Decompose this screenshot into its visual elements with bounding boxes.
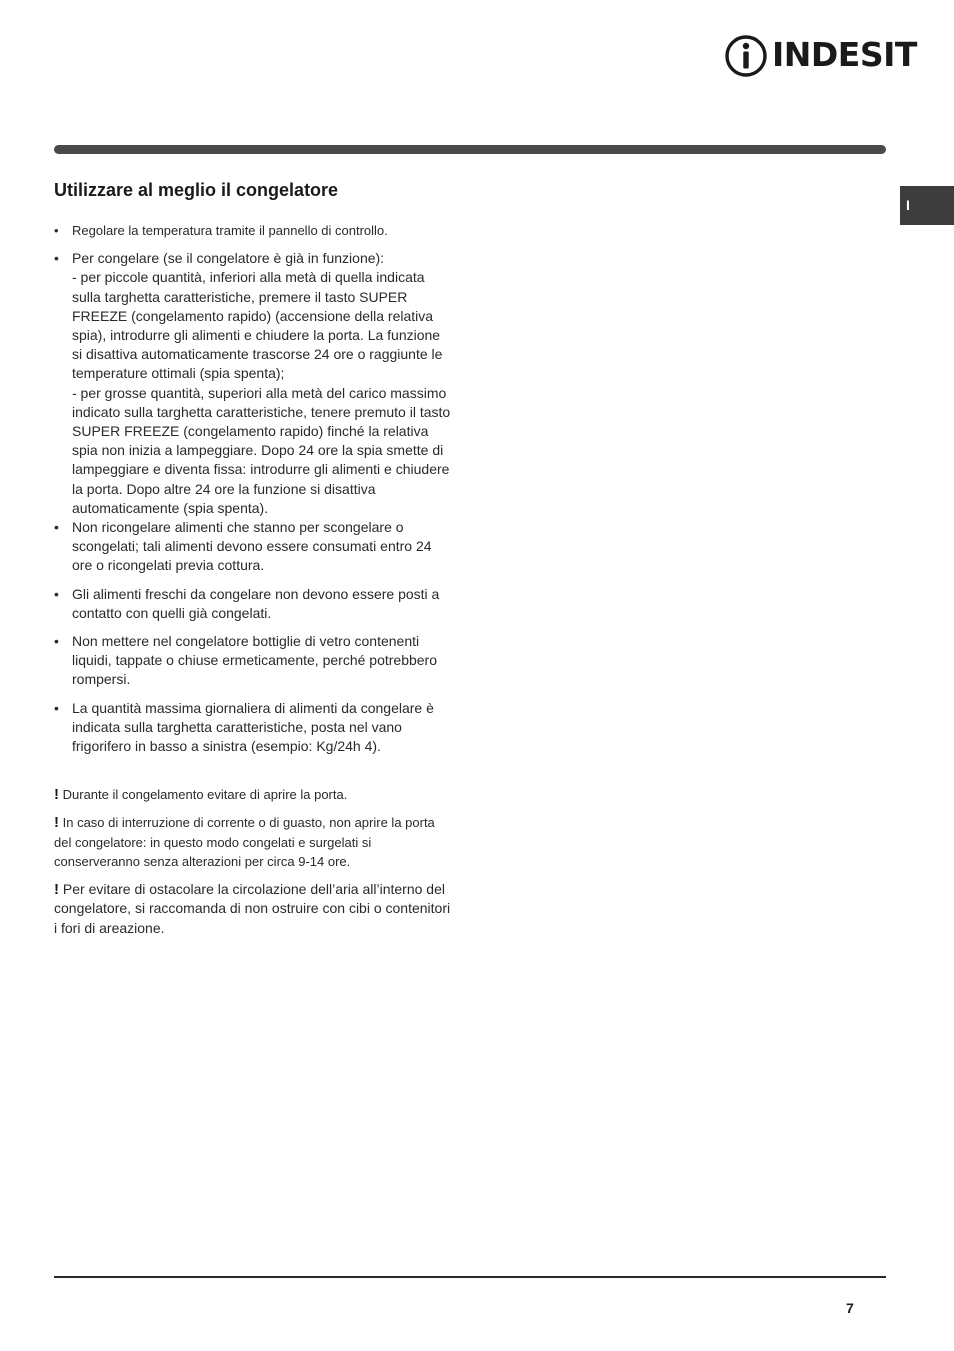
brand-wordmark: INDESIT <box>772 35 917 74</box>
exclamation-icon: ! <box>54 814 59 832</box>
warning-note-text: In caso di interruzione di corrente o di guasto, non aprire la porta del congelatore: in questo modo congelati e surgelati si conserveranno senza alterazioni per circa 9-14 ore. <box>54 815 435 869</box>
list-item: • Per congelare (se il congelatore è già in funzione): - per piccole quantità, inferiori alla metà di quella indicata sulla targhetta caratteristiche, premere il tasto SUPER FREEZE (congelamento rapido) (accensione della relativa spia), introdurre gli alimenti e chiudere la porta. La funzione si disattiva automaticamente trascorse 24 ore o raggiunte le temperature ottimali (spia spenta); - per grosse quantità, superiori alla metà del carico massimo indicato sulla targhetta caratteristiche, tenere premuto il tasto SUPER FREEZE (congelamento rapido) finché la relativa spia non inizia a lampeggiare. Dopo 24 ore la spia smette di lampeggiare e diventa fissa: introdurre gli alimenti e chiudere la porta. Dopo altre 24 ore la funzione si disattiva automaticamente (spia spenta). <box>54 249 454 518</box>
header-divider <box>54 145 886 154</box>
list-item: • Non mettere nel congelatore bottiglie di vetro contenenti liquidi, tappate o chiuse ermeticamente, perché potrebbero rompersi. <box>54 632 454 690</box>
info-circle-icon <box>724 34 768 78</box>
list-item: • Gli alimenti freschi da congelare non devono essere posti a contatto con quelli già congelati. <box>54 585 454 623</box>
brand-logo <box>724 34 917 78</box>
exclamation-icon: ! <box>54 786 59 804</box>
list-item: • Non ricongelare alimenti che stanno per scongelare o scongelati; tali alimenti devono essere consumati entro 24 ore o ricongelati previa cottura. <box>54 518 454 576</box>
footer-divider <box>54 1276 886 1278</box>
warning-note-text: Durante il congelamento evitare di aprire la porta. <box>62 787 348 803</box>
warning-note <box>54 880 454 938</box>
page-number: 7 <box>846 1300 854 1316</box>
warning-note-text: Per evitare di ostacolare la circolazione dell’aria all’interno del congelatore, si raccomanda di non ostruire con cibi o contenitori i fori di areazione. <box>54 881 451 936</box>
warning-note <box>54 813 454 871</box>
list-item: • Regolare la temperatura tramite il pannello di controllo. <box>54 221 454 240</box>
warning-note <box>54 785 454 804</box>
list-item: • La quantità massima giornaliera di alimenti da congelare è indicata sulla targhetta caratteristiche, posta nel vano frigorifero in basso a sinistra (esempio: Kg/24h 4). <box>54 699 454 757</box>
language-tab: I <box>900 186 954 225</box>
section-title: Utilizzare al meglio il congelatore <box>54 180 339 200</box>
section-body <box>54 221 454 938</box>
instruction-list <box>54 221 454 756</box>
warning-notes <box>54 785 454 937</box>
exclamation-icon: ! <box>54 881 59 899</box>
